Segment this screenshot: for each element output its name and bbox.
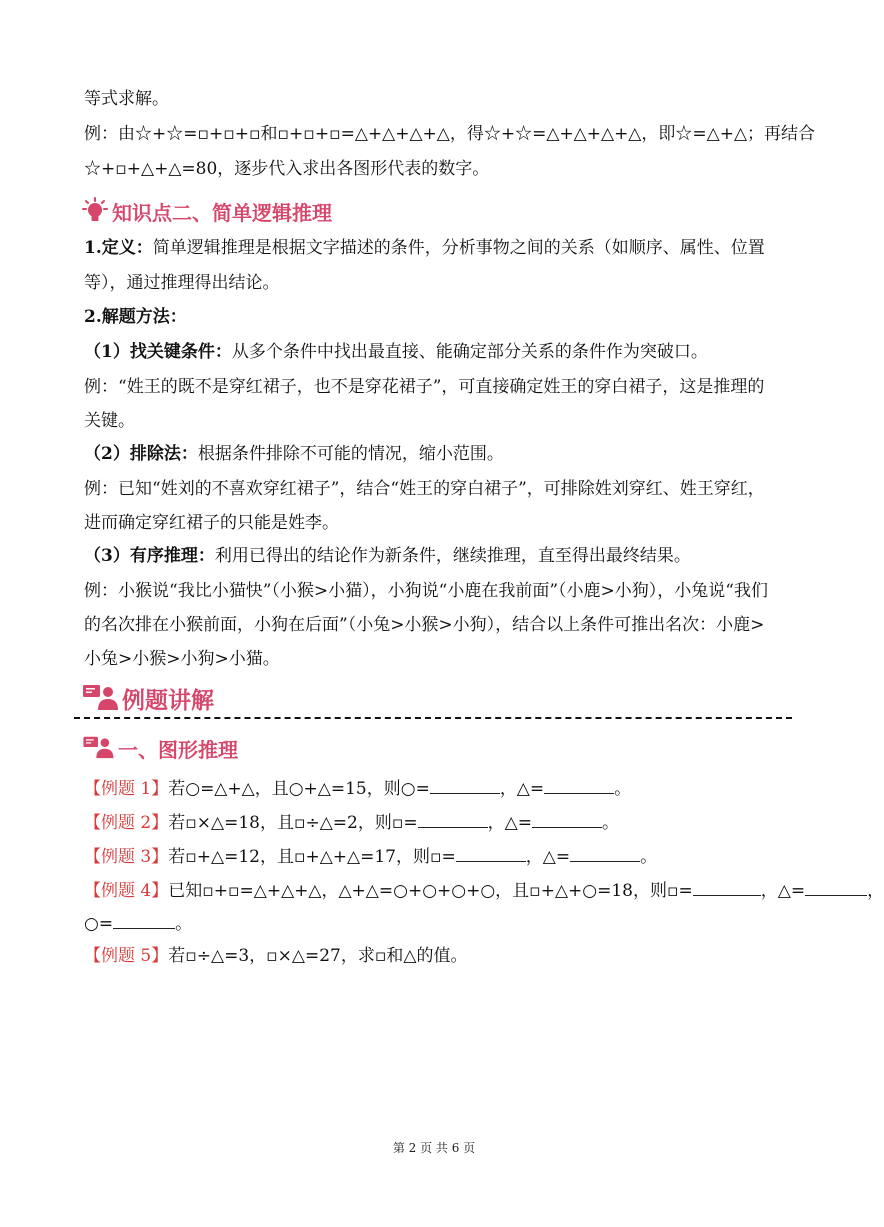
example-4-tag: 【例题 4】	[84, 881, 169, 901]
example-5	[84, 946, 784, 967]
example-3-text-b: ，△=	[525, 847, 571, 867]
method-1	[84, 342, 784, 363]
method-1-label: （1）找关键条件：	[84, 342, 232, 362]
example-4-text-c: ，	[867, 881, 884, 901]
answer-blank[interactable]	[693, 879, 761, 896]
topic1-title: 一、图形推理	[118, 737, 238, 762]
method-3-example-3: 小兔>小猴>小狗>小猫。	[84, 649, 280, 669]
section2-heading	[82, 197, 332, 228]
example-4-continued	[84, 912, 784, 935]
topic1-heading	[82, 735, 238, 764]
method-title: 2.解题方法：	[84, 307, 187, 327]
answer-blank[interactable]	[430, 777, 500, 794]
intro-line-1: 等式求解。	[84, 89, 169, 109]
example-1-tag: 【例题 1】	[84, 779, 169, 799]
example-1	[84, 777, 784, 800]
answer-blank[interactable]	[456, 845, 526, 862]
answer-blank[interactable]	[805, 879, 867, 896]
answer-blank[interactable]	[418, 811, 488, 828]
example-1-text-a: 若○=△+△，且○+△=15，则○=	[168, 779, 430, 799]
example-3-text-a: 若▫+△=12，且▫+△+△=17，则▫=	[168, 847, 456, 867]
method-2	[84, 444, 784, 465]
example-4	[84, 879, 884, 902]
example-3-tag: 【例题 3】	[84, 847, 169, 867]
answer-blank[interactable]	[113, 912, 175, 929]
example-4-text-e: 。	[175, 914, 193, 934]
answer-blank[interactable]	[544, 777, 614, 794]
method-3-example-1: 例：小猴说“我比小猫快”（小猴>小猫），小狗说“小鹿在我前面”（小鹿>小狗），小兔说“我们	[84, 581, 768, 601]
definition-text-1: 简单逻辑推理是根据文字描述的条件，分析事物之间的关系（如顺序、属性、位置	[152, 238, 765, 258]
example-2	[84, 811, 784, 834]
method-2-text: 根据条件排除不可能的情况，缩小范围。	[197, 444, 504, 464]
definition-label: 1.定义：	[84, 238, 153, 258]
example-3	[84, 845, 784, 868]
example-1-text-b: ，△=	[499, 779, 545, 799]
method-1-example-2: 关键。	[84, 411, 135, 431]
example-5-tag: 【例题 5】	[84, 946, 169, 966]
teacher-icon	[82, 735, 114, 764]
definition-line-2: 等），通过推理得出结论。	[84, 273, 280, 293]
definition-line-1	[84, 238, 784, 259]
method-2-example-1: 例：已知“姓刘的不喜欢穿红裙子”，结合“姓王的穿白裙子”，可排除姓刘穿红、姓王穿红，	[84, 479, 765, 499]
teacher-icon	[82, 683, 118, 718]
section2-title: 知识点二、简单逻辑推理	[112, 200, 332, 225]
example-2-text-b: ，△=	[487, 813, 532, 833]
example-2-text-a: 若▫×△=18，且▫÷△=2，则▫=	[168, 813, 418, 833]
method-2-example-2: 进而确定穿红裙子的只能是姓李。	[84, 513, 339, 533]
lightbulb-icon	[82, 197, 108, 228]
section-divider	[74, 717, 792, 719]
example-1-text-c: 。	[614, 779, 632, 799]
example-2-text-c: 。	[601, 813, 619, 833]
answer-blank[interactable]	[532, 811, 602, 828]
example-4-text-b: ，△=	[760, 881, 806, 901]
example-5-text: 若▫÷△=3，▫×△=27，求▫和△的值。	[168, 946, 468, 966]
examples-title: 例题讲解	[122, 686, 214, 714]
method-1-example-1: 例：“姓王的既不是穿红裙子，也不是穿花裙子”，可直接确定姓王的穿白裙子，这是推理的	[84, 377, 765, 397]
method-3-example-2: 的名次排在小猴前面，小狗在后面”（小兔>小猴>小狗），结合以上条件可推出名次：小鹿>	[84, 615, 765, 635]
method-3-text: 利用已得出的结论作为新条件，继续推理，直至得出最终结果。	[214, 546, 691, 566]
page-footer: 第 2 页 共 6 页	[392, 1141, 476, 1155]
intro-line-2: 例：由☆+☆=▫+▫+▫和▫+▫+▫=△+△+△+△，得☆+☆=△+△+△+△，即☆=△+△；再结合	[84, 124, 816, 144]
method-3-label: （3）有序推理：	[84, 546, 215, 566]
method-2-label: （2）排除法：	[84, 444, 198, 464]
answer-blank[interactable]	[570, 845, 640, 862]
example-3-text-c: 。	[640, 847, 658, 867]
intro-line-3: ☆+▫+△+△=80，逐步代入求出各图形代表的数字。	[84, 159, 490, 179]
example-2-tag: 【例题 2】	[84, 813, 169, 833]
example-4-text-d: ○=	[84, 914, 114, 934]
method-3	[84, 546, 784, 567]
examples-heading	[82, 683, 214, 718]
example-4-text-a: 已知▫+▫=△+△+△，△+△=○+○+○+○，且▫+△+○=18，则▫=	[168, 881, 693, 901]
method-1-text: 从多个条件中找出最直接、能确定部分关系的条件作为突破口。	[231, 342, 708, 362]
